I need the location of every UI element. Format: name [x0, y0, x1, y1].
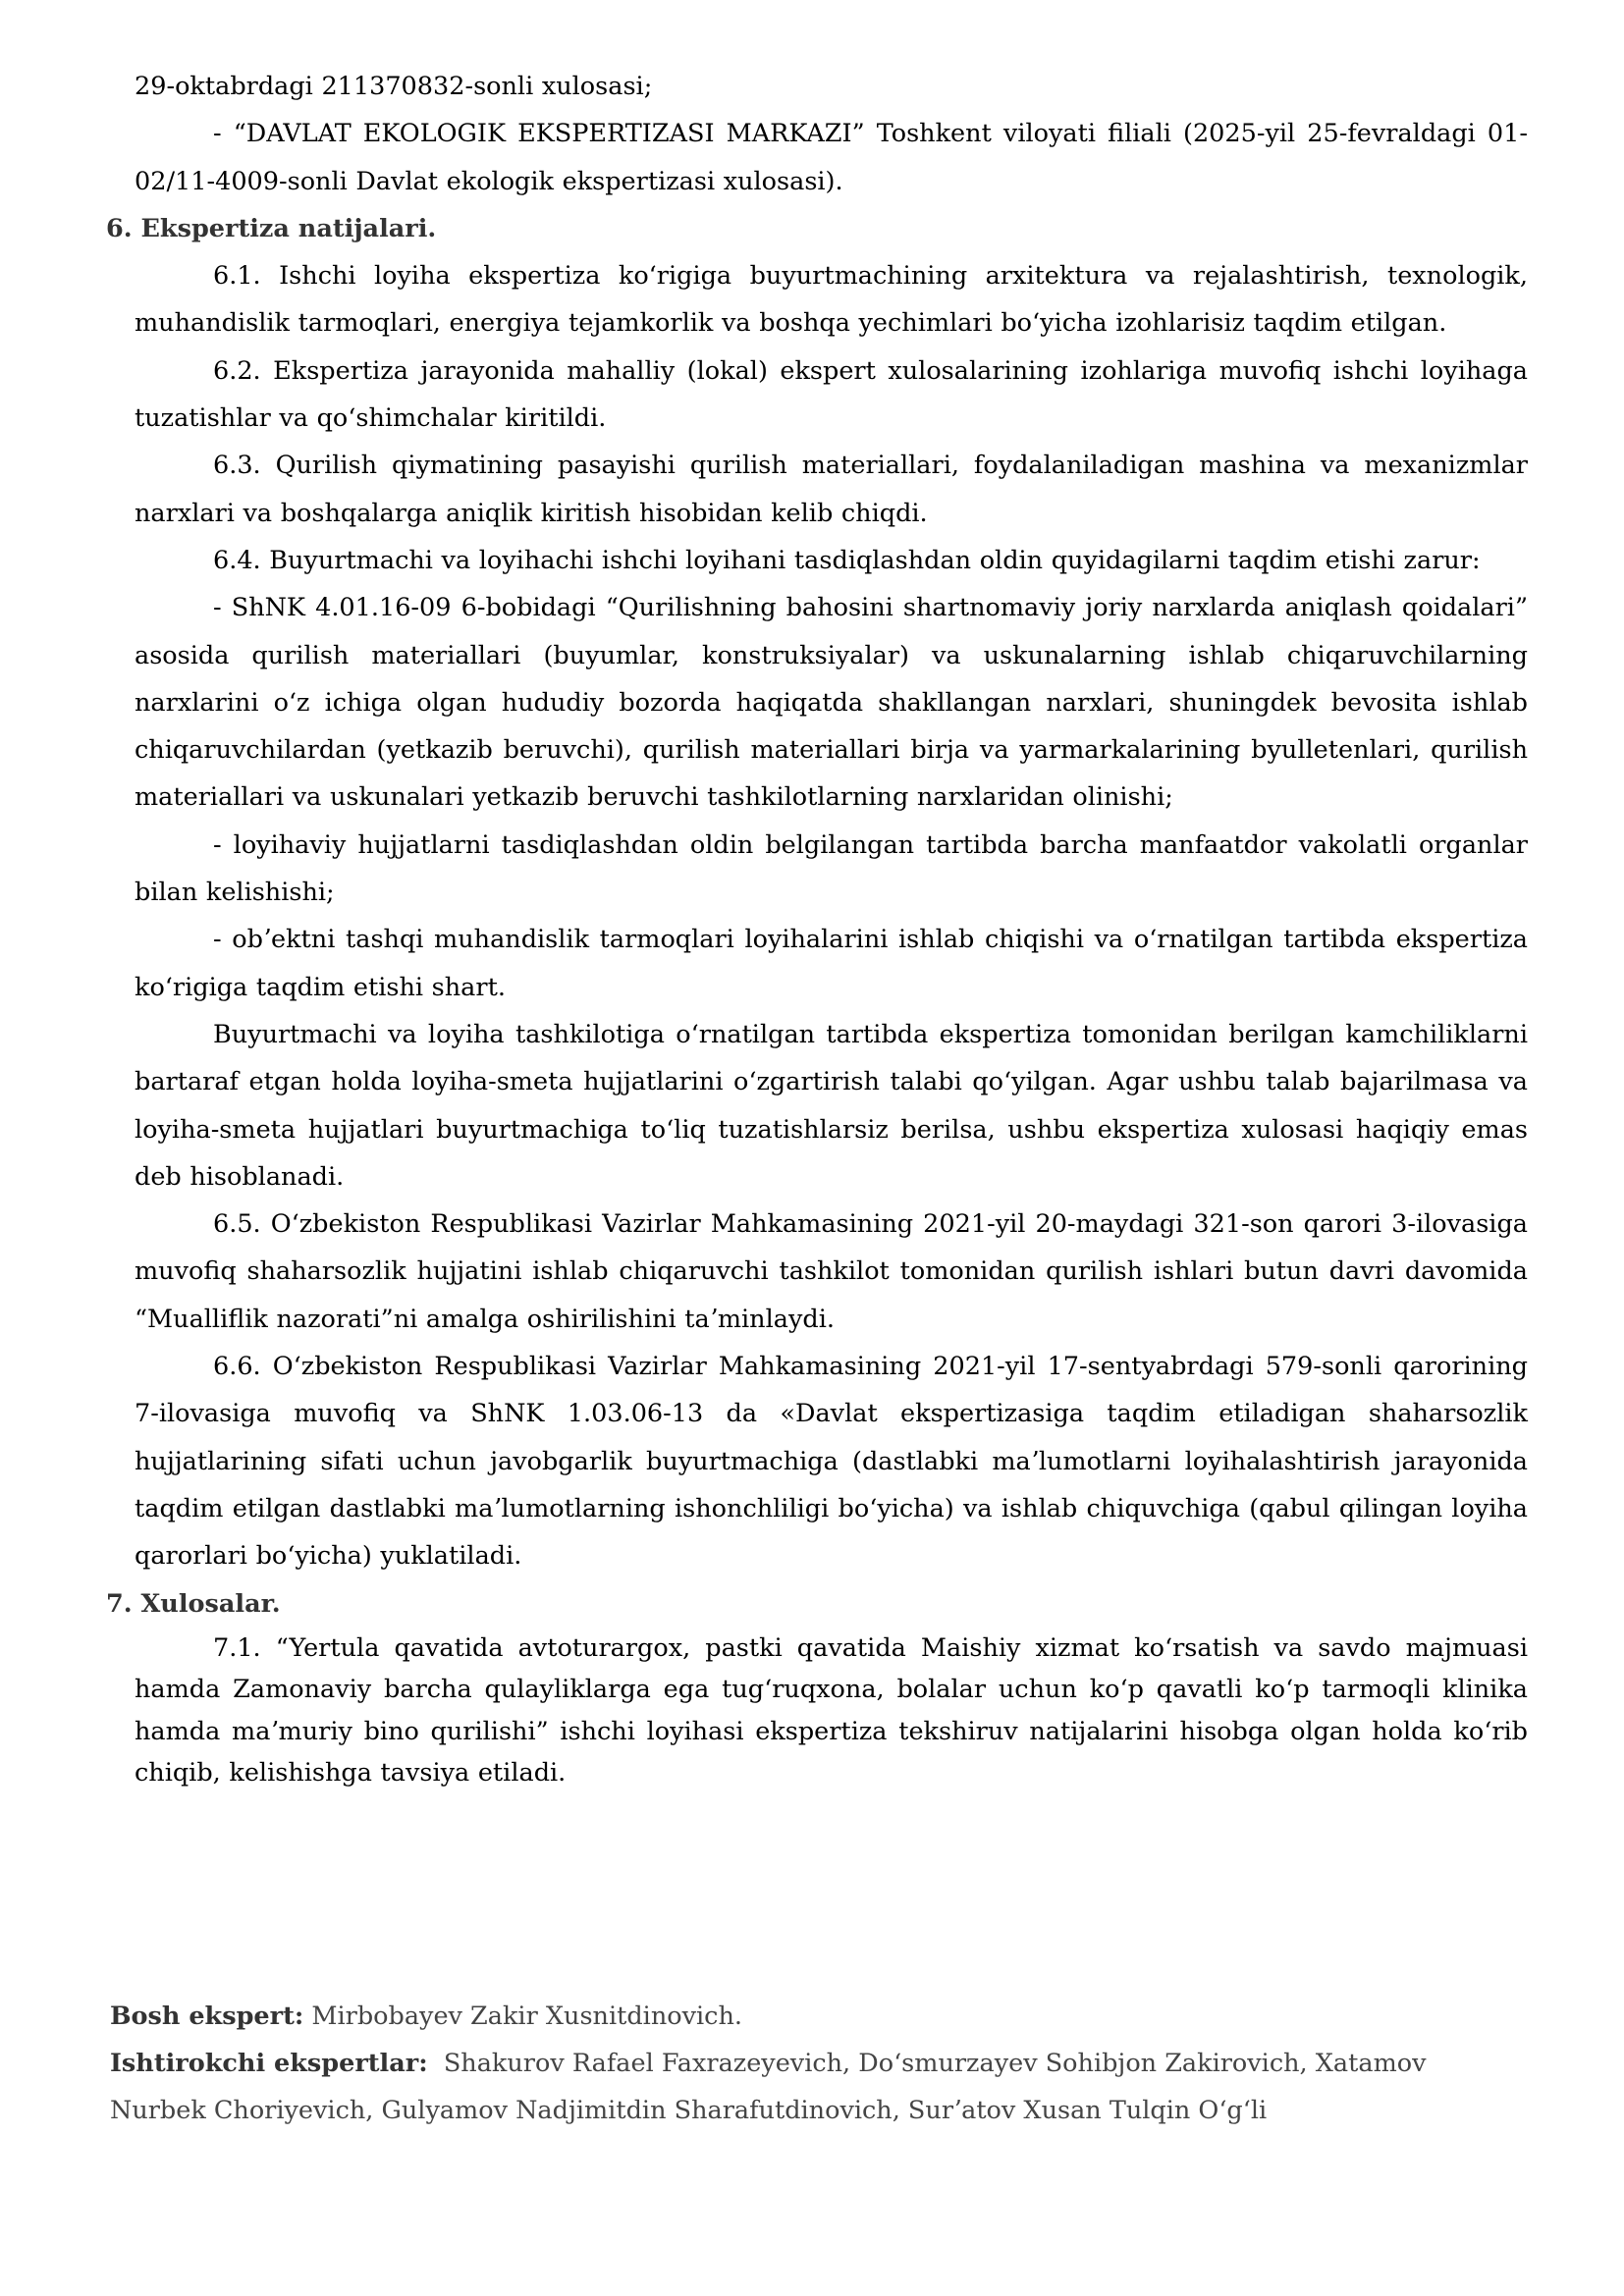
paragraph-6-3: 6.3. Qurilish qiymatining pasayishi qurilish materiallari, foydalaniladigan mashina va mexanizmlar narxlari va boshqalarga aniqlik kiritish hisobidan kelib chiqdi.: [135, 451, 1528, 528]
participant-experts-line: [110, 2040, 1524, 2134]
paragraph-6-5: 6.5. Oʻzbekiston Respublikasi Vazirlar Mahkamasining 2021-yil 20-maydagi 321-son qarori 3-ilovasiga muvofiq shaharsozlik hujjatini ishlab chiqaruvchi tashkilot tomonidan qurilish ishlari butun davri davomida “Mualliflik nazorati”ni amalga oshirilishini taʼminlaydi.: [135, 1209, 1528, 1334]
signature-block: [110, 1993, 1524, 2134]
paragraph-6-4: 6.4. Buyurtmachi va loyihachi ishchi loyihani tasdiqlashdan oldin quyidagilarni taqdim etishi zarur:: [213, 545, 1481, 575]
chief-expert-line: [110, 1993, 1524, 2040]
chief-expert-name: Mirbobayev Zakir Xusnitdinovich.: [311, 2002, 742, 2031]
list-item: - loyihaviy hujjatlarni tasdiqlashdan oldin belgilangan tartibda barcha manfaatdor vakolatli organlar bilan kelishishi;: [135, 829, 1528, 908]
paragraph-6-1: 6.1. Ishchi loyiha ekspertiza koʻrigiga buyurtmachining arxitektura va rejalashtirish, texnologik, muhandislik tarmoqlari, energiya tejamkorlik va boshqa yechimlari boʻyicha izohlarisiz taqdim etilgan.: [135, 261, 1528, 339]
participant-experts-label: Ishtirokchi ekspertlar:: [110, 2049, 428, 2078]
section-6-heading: 6. Ekspertiza natijalari.: [106, 213, 437, 243]
paragraph-6-4-note: Buyurtmachi va loyiha tashkilotiga oʻrnatilgan tartibda ekspertiza tomonidan berilgan kamchiliklarni bartaraf etgan holda loyiha-smeta hujjatlarini oʻzgartirish talabi qoʻyilgan. Agar ushbu talab bajarilmasa va loyiha-smeta hujjatlari buyurtmachiga toʻliq tuzatishlarsiz berilsa, ushbu ekspertiza xulosasi haqiqiy emas deb hisoblanadi.: [135, 1019, 1528, 1192]
continuation-text: 29-oktabrdagi 211370832-sonli xulosasi;: [135, 72, 653, 101]
document-body: [106, 63, 1528, 1794]
paragraph-7-1: 7.1. “Yertula qavatida avtoturargox, pastki qavatida Maishiy xizmat koʻrsatish va savdo majmuasi hamda Zamonaviy barcha qulayliklarga ega tugʻruqxona, bolalar uchun koʻp qavatli koʻp tarmoqli klinika hamda maʼmuriy bino qurilishi” ishchi loyihasi ekspertiza tekshiruv natijalarini hisobga olgan holda koʻrib chiqib, kelishishga tavsiya etiladi.: [135, 1632, 1528, 1789]
ecology-conclusion-item: - “DAVLAT EKOLOGIK EKSPERTIZASI MARKAZI” Toshkent viloyati filiali (2025-yil 25-fevraldagi 01-02/11-4009-sonli Davlat ekologik ekspertizasi xulosasi).: [135, 119, 1528, 196]
section-7-heading: 7. Xulosalar.: [106, 1588, 281, 1619]
participant-experts-names: Shakurov Rafael Faxrazeyevich, Doʻsmurzayev Sohibjon Zakirovich, Xatamov Nurbek Choriyevich, Gulyamov Nadjimitdin Sharafutdinovich, Surʼatov Xusan Tulqin Oʻgʻli: [110, 2049, 1427, 2125]
paragraph-6-2: 6.2. Ekspertiza jarayonida mahalliy (lokal) ekspert xulosalarining izohlariga muvofiq ishchi loyihaga tuzatishlar va qoʻshimchalar kiritildi.: [135, 355, 1528, 434]
list-item: - ShNK 4.01.16-09 6-bobidagi “Qurilishning bahosini shartnomaviy joriy narxlarda aniqlash qoidalari” asosida qurilish materiallari (buyumlar, konstruksiyalar) va uskunalarning ishlab chiqaruvchilarning narxlarini oʻz ichiga olgan hududiy bozorda haqiqatda shakllangan narxlari, shuningdek bevosita ishlab chiqaruvchilardan (yetkazib beruvchi), qurilish materiallari birja va yarmarkalarining byulletenlari, qurilish materiallari va uskunalari yetkazib beruvchi tashkilotlarning narxlaridan olinishi;: [135, 593, 1528, 813]
paragraph-6-6: 6.6. Oʻzbekiston Respublikasi Vazirlar Mahkamasining 2021-yil 17-sentyabrdagi 579-sonli qarorining 7-ilovasiga muvofiq va ShNK 1.03.06-13 da «Davlat ekspertizasiga taqdim etiladigan shaharsozlik hujjatlarining sifati uchun javobgarlik buyurtmachiga (dastlabki maʼlumotlarni loyihalashtirish jarayonida taqdim etilgan dastlabki maʼlumotlarning ishonchliligi boʻyicha) va ishlab chiquvchiga (qabul qilingan loyiha qarorlari boʻyicha) yuklatiladi.: [135, 1352, 1528, 1572]
chief-expert-label: Bosh ekspert:: [110, 2002, 304, 2031]
list-item: - obʼektni tashqi muhandislik tarmoqlari loyihalarini ishlab chiqishi va oʻrnatilgan tartibda ekspertiza koʻrigiga taqdim etishi shart.: [135, 925, 1528, 1002]
